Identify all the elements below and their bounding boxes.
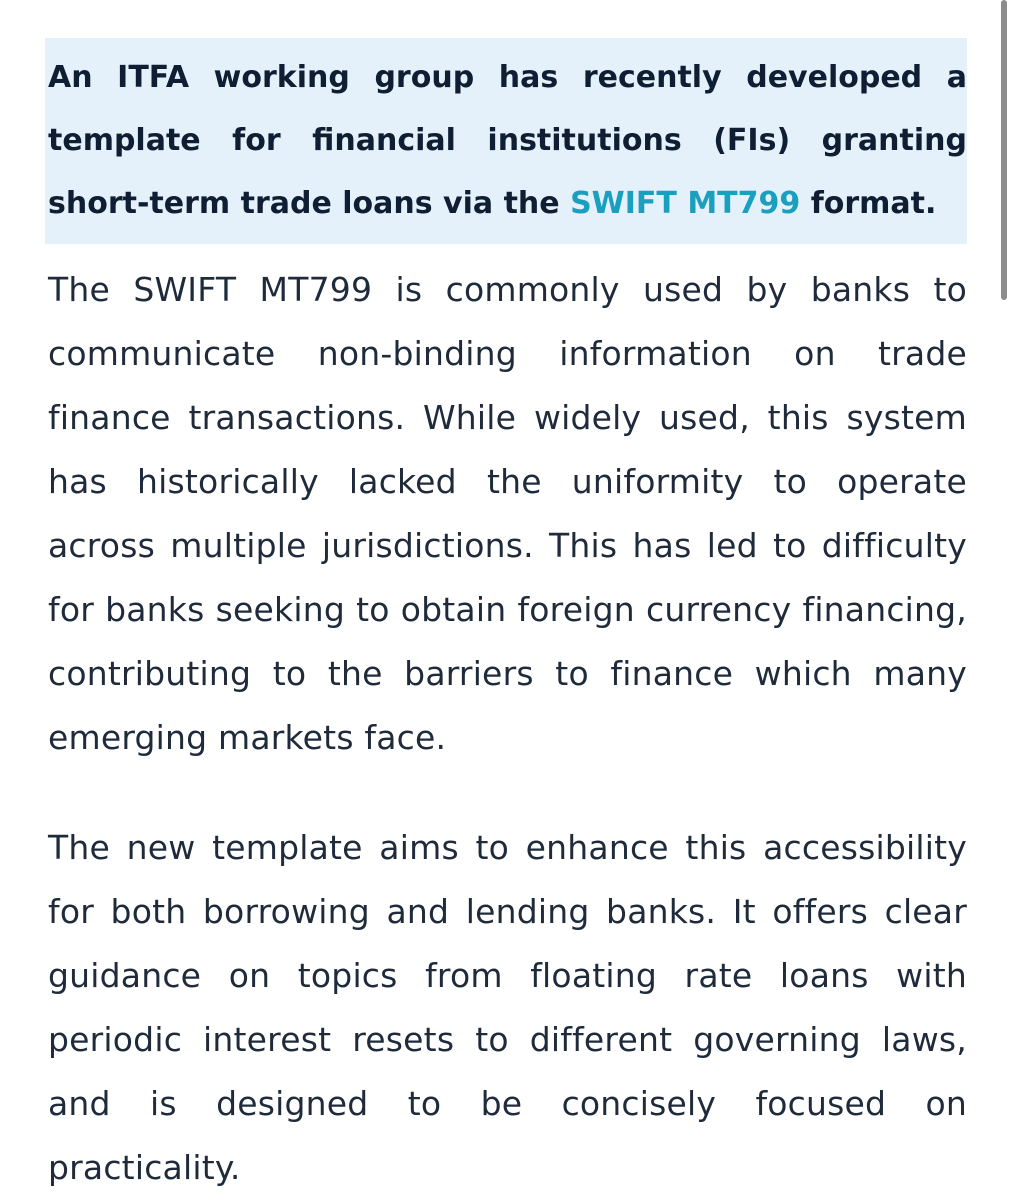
swift-mt799-link[interactable]: SWIFT MT799: [570, 186, 801, 221]
paragraph-swift-overview: The SWIFT MT799 is commonly used by banks to communicate non-binding information on trade finance transactions. While widely used, this system has historically lacked the uniformity to operate across multiple jurisdictions. This has led to difficulty for banks seeking to obtain foreign currency financing, contributing to the barriers to finance which many emerging markets face.: [48, 270, 967, 757]
vertical-scrollbar[interactable]: [1001, 0, 1007, 300]
paragraph-new-template: The new template aims to enhance this accessibility for both borrowing and lending banks. It offers clear guidance on topics from floating rate loans with periodic interest resets to different governing laws, and is designed to be concisely focused on practicality.: [48, 828, 967, 1187]
intro-text-after: format.: [800, 186, 937, 221]
intro-highlight: [45, 38, 967, 244]
article-body: [48, 38, 967, 1200]
intro-text-before: An ITFA working group has recently developed a template for financial institutions (FIs) granting short-term trade loans via the: [48, 60, 967, 221]
